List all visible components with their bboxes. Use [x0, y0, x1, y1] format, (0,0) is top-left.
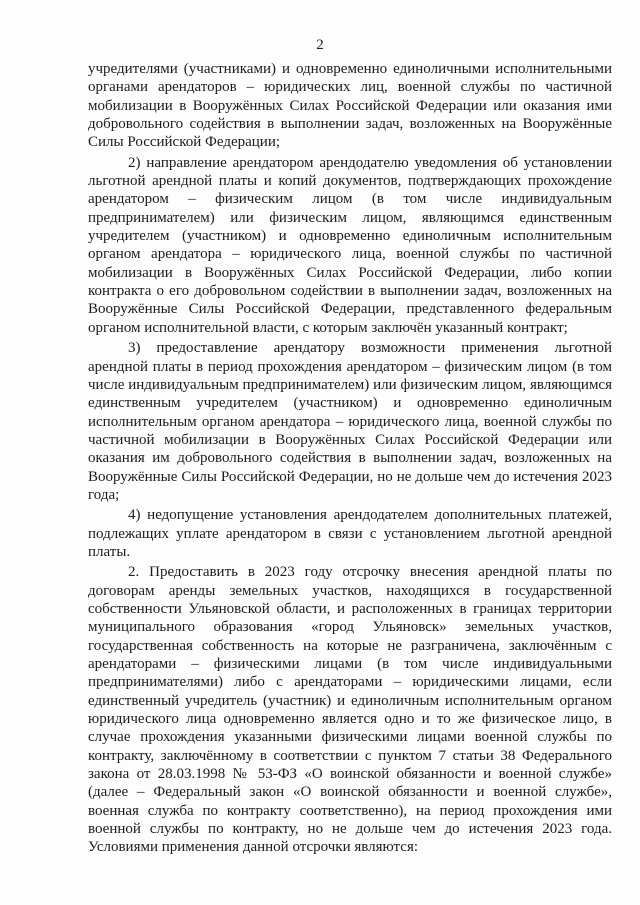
- paragraph-item-2: 2) направление арендатором арендодателю уведомления об установлении льготной арендной платы и копий документов, подтверждающих прохождение арендатором – физическим лицом (в том числе индивидуальным предпринимателем) или физическим лицом, являющимся единственным учредителем (участником) и одновременно единоличным исполнительным органом арендатора – юридического лица, военной службы по частичной мобилизации в Вооружённых Силах Российской Федерации, либо копии контракта о его добровольном содействии в выполнении задач, возложенных на Вооружённые Силы Российской Федерации, представленного федеральным органом исполнительной власти, с которым заключён указанный контракт;: [88, 154, 612, 336]
- paragraph-item-3: 3) предоставление арендатору возможности применения льготной арендной платы в период прохождения арендатором – физическим лицом (в том числе индивидуальным предпринимателем) или физическим лицом, являющимся единственным учредителем (участником) и одновременно единоличным исполнительным органом арендатора – юридического лица, военной службы по частичной мобилизации в Вооружённых Силах Российской Федерации или оказания им добровольного содействия в выполнении задач, возложенных на Вооружённые Силы Российской Федерации, но не дольше чем до истечения 2023 года;: [88, 340, 612, 503]
- paragraph-item-4: 4) недопущение установления арендодателем дополнительных платежей, подлежащих уплате арендатором в связи с установлением льготной арендной платы.: [88, 507, 612, 560]
- page-number: 2: [316, 37, 324, 53]
- paragraph-continuation: учредителями (участниками) и одновременно единоличными исполнительными органами арендаторов – юридических лиц, военной службы по частичной мобилизации в Вооружённых Силах Российской Федерации или оказания ими добровольного содействия в выполнении задач, возложенных на Вооружённые Силы Российской Федерации;: [88, 61, 612, 151]
- paragraph-section-2: 2. Предоставить в 2023 году отсрочку внесения арендной платы по договорам аренды земельных участков, находящихся в государственной собственности Ульяновской области, и расположенных в границах территории муниципального образования «город Ульяновск» земельных участков, государственная собственность на которые не разграничена, заключённым с арендаторами – физическими лицами (в том числе индивидуальными предпринимателями) либо с арендаторами – юридическими лицами, если единственный учредитель (участник) и единоличным исполнительным органом юридического лица одновременно является одно и то же физическое лицо, в случае прохождения указанными физическими лицами военной службы по контракту, заключённому в соответствии с пунктом 7 статьи 38 Федерального закона от 28.03.1998 № 53-ФЗ «О воинской обязанности и военной службе» (далее – Федеральный закон «О воинской обязанности и военной службе», военная служба по контракту соответственно), на период прохождения ими военной службы по контракту, но не дольше чем до истечения 2023 года. Условиями применения данной отсрочки являются:: [88, 564, 612, 856]
- document-body: [88, 60, 612, 857]
